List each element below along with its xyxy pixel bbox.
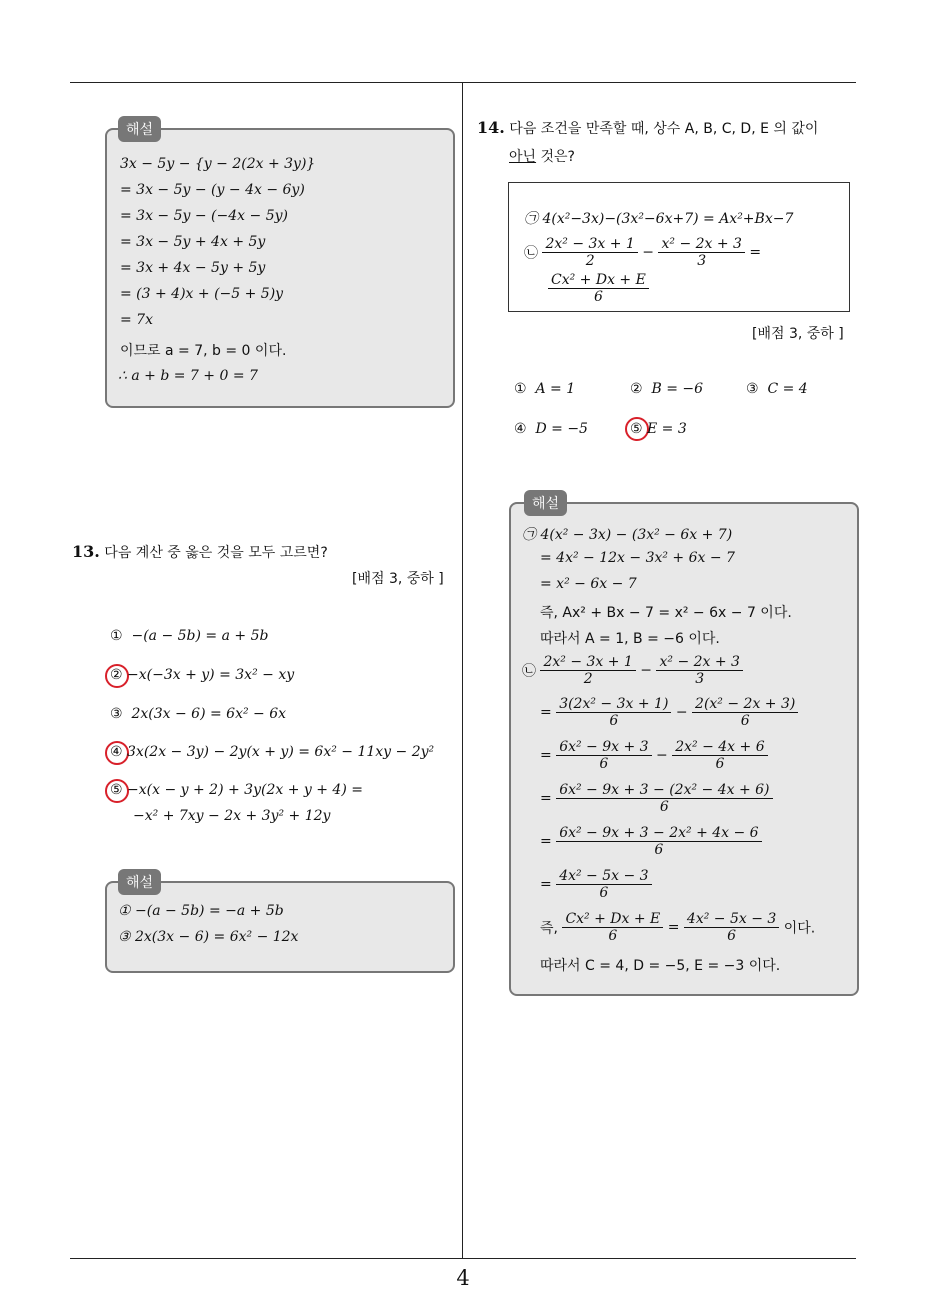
q14-choice-1[interactable]: ① A = 1: [514, 381, 576, 397]
q14-text: 다음 조건을 만족할 때, 상수 A, B, C, D, E 의 값이: [509, 121, 819, 137]
solution-line: 따라서 A = 1, B = −6 이다.: [540, 631, 720, 647]
q14-condition-2: ㉡ $\frac{\text{2x² − 3x + 1}}{2}$ − $\frac{\text{x² − 2x + 3}}{3}$ =: [524, 236, 762, 269]
solution-tag: 해설: [118, 116, 161, 142]
solution-conclusion: 이므로 a = 7, b = 0 이다.: [120, 343, 287, 359]
q14-text-line2: 아닌 것은?: [509, 149, 575, 165]
q13-number: 13.: [72, 542, 100, 561]
q13-text: 다음 계산 중 옳은 것을 모두 고르면?: [104, 545, 328, 561]
solution-line: = 7x: [120, 312, 153, 328]
q14-stem: [477, 118, 818, 138]
solution-fraction-row: = $\frac{\text{4x² − 5x − 3}}{6}$: [540, 868, 652, 901]
page-number: 4: [456, 1266, 470, 1290]
q14-choice-5[interactable]: ⑤ E = 3: [630, 421, 687, 437]
column-divider: [462, 83, 463, 1259]
bottom-rule: [70, 1258, 856, 1259]
q13-score: [배점 3, 중하 ]: [352, 571, 444, 587]
q13-choice-2[interactable]: ② −x(−3x + y) = 3x² − xy: [110, 667, 295, 683]
solution-line: 즉, Ax² + Bx − 7 = x² − 6x − 7 이다.: [540, 605, 792, 621]
fraction: $\frac{\text{2x² − 3x + 1}}{2}$: [542, 236, 637, 269]
q14-condition-1: ㉠ 4(x²−3x)−(3x²−6x+7) = Ax²+Bx−7: [524, 211, 794, 227]
solution-line: ③ 2x(3x − 6) = 6x² − 12x: [118, 929, 299, 945]
solution-line: = 4x² − 12x − 3x² + 6x − 7: [540, 550, 735, 566]
solution-line: = (3 + 4)x + (−5 + 5)y: [120, 286, 284, 302]
solution-line: = 3x + 4x − 5y + 5y: [120, 260, 266, 276]
top-rule: [70, 82, 856, 83]
solution-fraction-row: ㉡ $\frac{\text{2x² − 3x + 1}}{2}$ − $\frac{\text{x² − 2x + 3}}{3}$: [522, 654, 743, 687]
solution-tag: 해설: [524, 490, 567, 516]
solution-line: = 3x − 5y − (y − 4x − 6y): [120, 182, 305, 198]
solution-line: ① −(a − 5b) = −a + 5b: [118, 903, 284, 919]
q13-choice-5[interactable]: ⑤ −x(x − y + 2) + 3y(2x + y + 4) =: [110, 782, 363, 798]
q13-solution-box: [105, 881, 455, 973]
solution-line: ㉠ 4(x² − 3x) − (3x² − 6x + 7): [522, 527, 733, 543]
q13-stem: [72, 542, 328, 562]
q13-choice-1[interactable]: ① −(a − 5b) = a + 5b: [110, 628, 269, 644]
solution-line: = 3x − 5y − (−4x − 5y): [120, 208, 288, 224]
solution-fraction-row: 즉, $\frac{\text{Cx² + Dx + E}}{6}$ = $\frac{\text{4x² − 5x − 3}}{6}$ 이다.: [540, 911, 816, 944]
solution-line: 따라서 C = 4, D = −5, E = −3 이다.: [540, 958, 781, 974]
solution-fraction-row: = $\frac{\text{3(2x² − 3x + 1)}}{6}$ − $\frac{\text{2(x² − 2x + 3)}}{6}$: [540, 696, 798, 729]
q13-choice-4[interactable]: ④ 3x(2x − 3y) − 2y(x + y) = 6x² − 11xy − 2y²: [110, 744, 435, 760]
solution-fraction-row: = $\frac{\text{6x² − 9x + 3 − 2x² + 4x − 6}}{6}$: [540, 825, 762, 858]
solution-line: = 3x − 5y + 4x + 5y: [120, 234, 266, 250]
fraction: $\frac{\text{x² − 2x + 3}}{3}$: [658, 236, 744, 269]
solution-line: = x² − 6x − 7: [540, 576, 637, 592]
q13-choice-5-cont: −x² + 7xy − 2x + 3y² + 12y: [133, 808, 331, 824]
solution-tag: 해설: [118, 869, 161, 895]
q14-score: [배점 3, 중하 ]: [752, 326, 844, 342]
q14-choice-2[interactable]: ② B = −6: [630, 381, 704, 397]
fraction: $\frac{\text{Cx² + Dx + E}}{6}$: [548, 272, 649, 305]
solution-fraction-row: = $\frac{\text{6x² − 9x + 3 − (2x² − 4x + 6)}}{6}$: [540, 782, 773, 815]
solution-fraction-row: = $\frac{\text{6x² − 9x + 3}}{6}$ − $\frac{\text{2x² − 4x + 6}}{6}$: [540, 739, 768, 772]
q14-number: 14.: [477, 118, 505, 137]
q14-choice-3[interactable]: ③ C = 4: [746, 381, 808, 397]
q14-condition-2-rhs: [548, 272, 649, 305]
solution-line: 3x − 5y − {y − 2(2x + 3y)}: [120, 156, 316, 172]
solution-therefore: ∴ a + b = 7 + 0 = 7: [118, 368, 258, 384]
q14-choice-4[interactable]: ④ D = −5: [514, 421, 588, 437]
q13-choice-3[interactable]: ③ 2x(3x − 6) = 6x² − 6x: [110, 706, 287, 722]
